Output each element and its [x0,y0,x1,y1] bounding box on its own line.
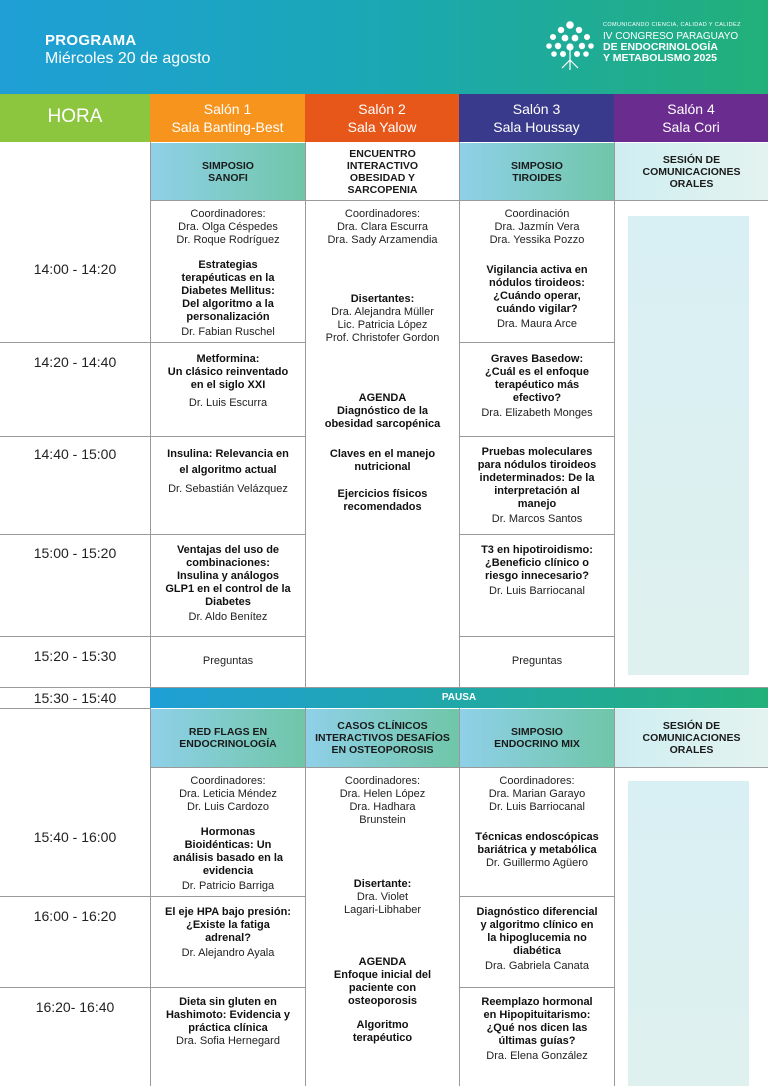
session-header-tiroides [460,143,614,200]
session-header-orales-1 [615,143,768,200]
time-slot: 15:30 - 15:40 [33,690,117,706]
talk-title-line: diabética [513,945,561,957]
session-header-red-flags [151,709,305,767]
talk-title-line: Ventajas del uso de [176,544,280,556]
talk-title-line: ¿Qué nos dicen las [486,1022,588,1034]
time-slot: 15:00 - 15:20 [33,545,117,561]
salon-2-disertantes [306,293,459,345]
session-title-line: SANOFI [208,171,248,184]
divider [459,636,614,637]
talk-title-line: riesgo innecesario? [485,570,589,582]
talk-title-line: en Hipopituitarismo: [483,1009,591,1021]
column-salon-1 [150,94,305,142]
congress-title [603,22,741,64]
agenda-item: osteoporosis [347,995,418,1007]
talk-insulina [151,446,305,497]
session-title-line: SESIÓN DE [662,720,721,732]
coord-name: Dr. Roque Rodríguez [176,234,280,246]
coord-label: Coordinadores: [344,775,421,787]
session-title-line: COMUNICACIONES [642,732,741,744]
divider [0,987,305,988]
speaker-name: Dr. Aldo Benítez [188,611,268,623]
talk-title-line: Graves Basedow: [490,353,584,365]
talk-title-line: Hormonas [200,826,256,838]
program-header [0,0,768,94]
talk-title-line: indeterminados: De la [479,472,595,484]
talk-eje-hpa [151,906,305,960]
speaker-name: Dra. Sofia Hernegard [176,1035,280,1047]
talk-title-line: y algoritmo clínico en [480,919,594,931]
talk-title-line: Técnicas endoscópicas [475,831,599,843]
speaker-name: Dr. Marcos Santos [491,513,583,525]
talk-title-line: Diagnóstico diferencial [476,906,598,918]
agenda-item: Diagnóstico de la [336,405,429,417]
session-header-obesidad [306,143,459,200]
talk-title-line: manejo [517,498,557,510]
salon-3-room: Sala Houssay [493,119,580,135]
speaker-name: Lagari-Libhaber [343,904,422,916]
congress-line-3: Y METABOLISMO 2025 [603,52,717,64]
agenda-item: Enfoque inicial del [333,969,432,981]
coord-name: Dra. Leticia Méndez [179,788,277,800]
coord-name: Dr. Luis Barriocanal [489,801,585,813]
coord-name: Dra. Hadhara [349,801,416,813]
coord-label: Coordinadores: [344,208,421,220]
agenda-label: AGENDA [358,956,407,968]
salon-2-disertante [306,878,459,917]
talk-title-line: Reemplazo hormonal [481,996,593,1008]
talk-title-line: terapéutico más [494,379,580,391]
time-slot: 14:00 - 14:20 [33,261,117,277]
speaker-name: Dra. Elizabeth Monges [481,407,593,419]
disertantes-label: Disertantes: [350,293,415,305]
coord-label: Coordinadores: [499,775,575,787]
speaker-name: Dra. Alejandra Müller [331,306,434,318]
talk-title-line: terapéuticas en la [181,272,275,284]
session-header-orales-2 [615,709,768,767]
speaker-name: Dra. Elena González [486,1050,588,1062]
congress-logo-icon [545,20,595,72]
talk-pruebas [460,446,614,526]
speaker-name: Dra. Violet [356,891,409,903]
session-header-sanofi [151,143,305,200]
program-date: Miércoles 20 de agosto [45,50,211,67]
talk-title-line: cuándo vigilar? [496,303,578,315]
session-header-endocrino-mix [460,709,614,767]
oral-session-panel-1 [628,216,749,675]
coord-name: Dra. Clara Escurra [336,221,429,233]
talk-title-line: práctica clínica [188,1022,268,1034]
agenda-item: nutricional [354,461,411,473]
talk-title-line: en el siglo XXI [190,379,266,391]
pausa-bar: PAUSA [150,688,768,708]
talk-title-line: efectivo? [512,392,562,404]
session-title-line: RED FLAGS EN [188,726,268,738]
talk-title-line: la hipoglucemia no [487,932,587,944]
divider [0,534,305,535]
talk-reemplazo-hormonal [460,996,614,1063]
talk-title-line: últimas guías? [498,1035,576,1047]
talk-title-line: T3 en hipotiroidismo: [481,544,593,556]
talk-title-line: personalización [186,311,270,323]
session-title-line: SESIÓN DE [662,153,721,166]
talk-title-line: Insulina y análogos [176,570,280,582]
session-title-line: ORALES [669,177,714,190]
coord-name: Dra. Helen López [339,788,426,800]
divider [0,636,305,637]
salon-1-block-2-coordinators [151,775,305,814]
salon-1-questions: Preguntas [202,655,254,667]
column-salon-4 [614,94,768,142]
program-label: PROGRAMA [45,32,137,49]
divider [459,342,614,343]
coord-name: Dra. Marian Garayo [488,788,586,800]
divider [150,200,768,201]
salon-4-room: Sala Cori [662,119,720,135]
coord-name: Dra. Jazmín Vera [494,221,580,233]
talk-title-line: evidencia [202,865,254,877]
session-title-line: COMUNICACIONES [642,165,741,178]
time-slot: 14:20 - 14:40 [33,354,117,370]
agenda-item: recomendados [343,501,422,513]
session-title-line: INTERACTIVO [346,159,419,172]
speaker-name: Prof. Christofer Gordon [325,332,440,344]
time-slot: 16:00 - 16:20 [33,908,117,924]
column-hora-label: HORA [47,106,103,127]
talk-title-line: Diabetes Mellitus: [181,285,275,297]
talk-title-line: ¿Existe la fatiga [186,919,270,931]
coord-label: Coordinadores: [190,775,266,787]
talk-title-line: GLP1 en el control de la [165,583,291,595]
divider [614,142,615,688]
session-title-line: ENCUENTRO [349,147,416,160]
session-title-line: SIMPOSIO [511,159,563,172]
talk-title-line: Del algoritmo a la [182,298,274,310]
agenda-item: Claves en el manejo [329,448,436,460]
talk-title-line: bariátrica y metabólica [477,844,597,856]
talk-title-line: Vigilancia activa en [486,264,588,276]
talk-dieta-sin-gluten [151,996,305,1048]
talk-ventajas [151,544,305,624]
divider [150,767,768,768]
session-header-osteoporosis [306,709,459,767]
agenda-item: Algoritmo [356,1019,409,1031]
talk-title-line: Diabetes [205,596,251,608]
divider [459,534,614,535]
congress-line-2: DE ENDOCRINOLOGÍA [603,41,718,53]
coord-name: Dra. Sady Arzamendia [327,234,438,246]
divider [459,987,614,988]
talk-title-line: combinaciones: [186,557,270,569]
speaker-name: Dr. Luis Barriocanal [489,585,585,597]
session-title-line: TIROIDES [512,171,562,184]
session-title-line: SIMPOSIO [202,159,254,172]
column-salon-2 [305,94,459,142]
coord-label: Coordinadores: [190,208,266,220]
salon-2-block-1-coordinators [306,208,459,247]
session-title-line: EN OSTEOPOROSIS [331,744,434,756]
congress-line-1: IV CONGRESO PARAGUAYO [603,31,739,42]
oral-session-panel-2 [628,781,749,1086]
talk-title-line: adrenal? [205,932,251,944]
agenda-item: paciente con [348,982,417,994]
salon-2-label: Salón 2 [358,101,406,117]
coord-label: Coordinación [504,208,570,220]
talk-title-line: Metformina: [196,353,260,365]
session-title-line: ENDOCRINO MIX [494,738,580,750]
session-title-line: INTERACTIVOS DESAFÍOS [315,732,450,744]
time-slot: 16:20- 16:40 [35,999,115,1015]
salon-3-label: Salón 3 [512,101,561,117]
session-title-line: SARCOPENIA [347,183,418,196]
talk-title-line: ¿Cuál es el enfoque [485,366,589,378]
salon-2-block-2-coordinators [306,775,459,827]
salon-3-block-2-coordinators [460,775,614,814]
salon-1-label: Salón 1 [203,101,252,117]
salon-4-label: Salón 4 [667,101,715,117]
agenda-item: obesidad sarcopénica [324,418,441,430]
time-slot: 15:20 - 15:30 [33,648,117,664]
session-title-line: ENDOCRINOLOGÍA [179,738,277,750]
talk-title-line: Dieta sin gluten en [179,996,277,1008]
talk-title-line: nódulos tiroideos: [489,277,585,289]
speaker-name: Dra. Maura Arce [496,318,578,330]
talk-hormonas [151,826,305,893]
salon-3-questions: Preguntas [511,655,563,667]
talk-estrategias [151,259,305,339]
speaker-name: Lic. Patricia López [337,319,428,331]
divider [459,436,614,437]
speaker-name: Dr. Fabian Ruschel [181,326,275,338]
talk-title-line: Un clásico reinventado [167,366,289,378]
salon-2-agenda-2 [306,956,459,1045]
talk-diagnostico-diferencial [460,906,614,973]
session-title-line: SIMPOSIO [511,726,563,738]
divider [0,436,305,437]
speaker-name: Dr. Sebastián Velázquez [168,483,288,495]
talk-title-line: ¿Beneficio clínico o [485,557,589,569]
session-title-line: OBESIDAD Y [349,171,416,184]
talk-vigilancia [460,264,614,331]
talk-title-line: El eje HPA bajo presión: [165,906,291,918]
column-hora [0,94,150,142]
coord-name: Dra. Olga Céspedes [178,221,278,233]
time-slot: 15:40 - 16:00 [33,829,117,845]
agenda-item: Ejercicios físicos [337,488,428,500]
talk-title-line: Hashimoto: Evidencia y [165,1009,291,1021]
coord-name: Dra. Yessika Pozzo [489,234,585,246]
talk-title-line: el algoritmo actual [179,464,277,476]
coord-name: Dr. Luis Cardozo [187,801,269,813]
time-slot: 14:40 - 15:00 [33,446,117,462]
speaker-name: Dra. Gabriela Canata [485,960,589,972]
speaker-name: Dr. Guillermo Agüero [485,857,589,869]
disertante-label: Disertante: [353,878,412,890]
speaker-name: Dr. Alejandro Ayala [181,947,275,959]
congress-tagline: COMUNICANDO CIENCIA, CALIDAD Y CALIDEZ [603,22,741,28]
talk-title-line: ¿Cuándo operar, [493,290,581,302]
talk-title-line: para nódulos tiroideos [477,459,597,471]
talk-metformina [151,353,305,410]
talk-graves [460,353,614,420]
divider [0,342,305,343]
talk-title-line: interpretación al [494,485,580,497]
divider [0,708,150,709]
agenda-label: AGENDA [358,392,407,404]
session-title-line: ORALES [669,744,714,756]
divider [0,896,305,897]
coord-name: Brunstein [359,814,406,826]
speaker-name: Dr. Patricio Barriga [181,880,275,892]
speaker-name: Dr. Luis Escurra [188,397,268,409]
talk-t3 [460,544,614,598]
talk-tecnicas-endoscopicas [460,831,614,870]
salon-2-room: Sala Yalow [347,119,417,135]
talk-title-line: Insulina: Relevancia en [167,448,289,460]
talk-title-line: Bioidénticas: Un [184,839,272,851]
talk-title-line: análisis basado en la [172,852,284,864]
talk-title-line: Estrategias [198,259,258,271]
divider [459,896,614,897]
talk-title-line: Pruebas moleculares [481,446,593,458]
column-salon-3 [459,94,614,142]
salon-1-room: Sala Banting-Best [171,119,284,135]
agenda-item: terapéutico [352,1032,413,1044]
salon-2-agenda [306,392,459,514]
session-title-line: CASOS CLÍNICOS [337,720,428,732]
salon-1-block-1-coordinators [151,208,305,247]
salon-3-block-1-coordinators [460,208,614,247]
